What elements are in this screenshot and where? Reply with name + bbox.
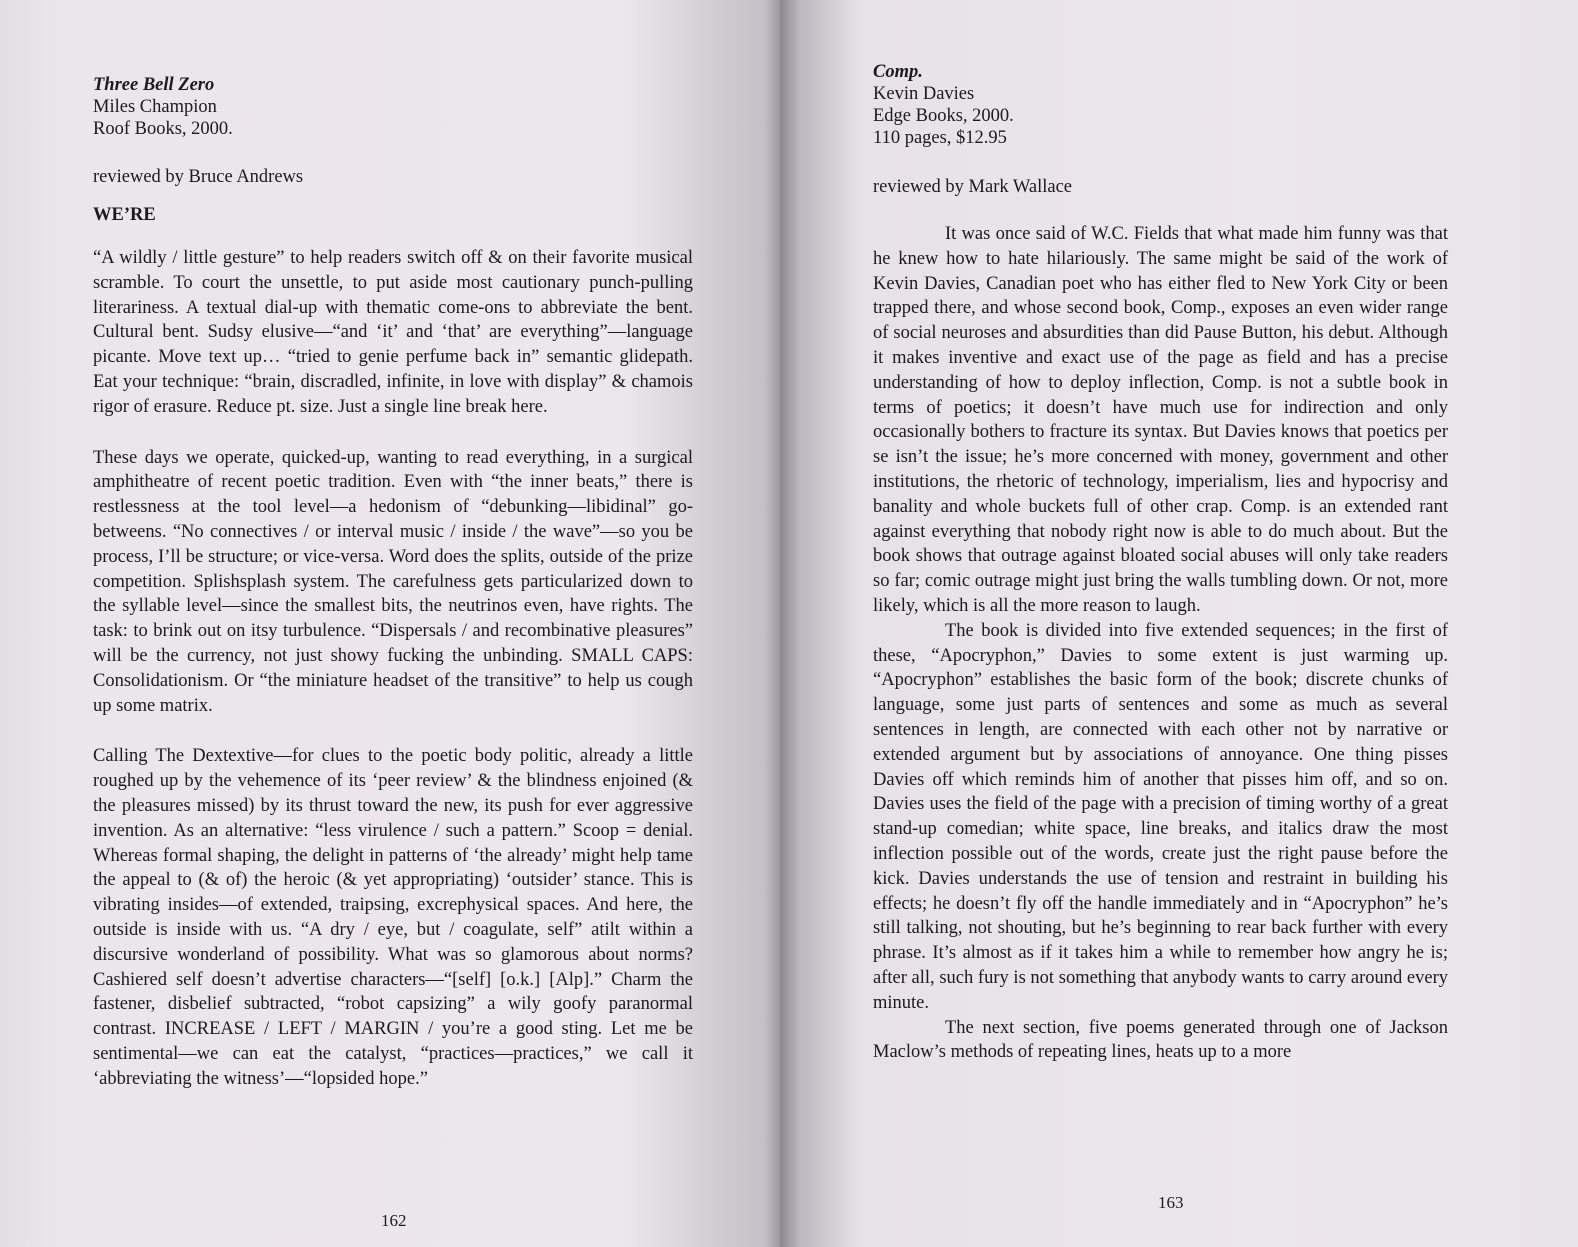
book-info [93,74,693,140]
page-number: 163 [1158,1193,1184,1212]
book-title: Three Bell Zero [93,75,215,95]
book-author: Kevin Davies [873,84,975,104]
review-heading: WE’RE [93,205,156,225]
book-title: Comp. [873,62,923,82]
book-price-pages: 110 pages, $12.95 [873,128,1007,148]
left-page [0,0,780,1247]
review-paragraph: Calling The Dextextive—for clues to the poetic body politic, already a little roughed up by the vehemence of its ‘peer review’ & the blindness enjoined (& the pleasures missed) by its thrust toward the new, its push for ever aggressive invention. As an alternative: “less virulence / such a pattern.” Scoop = denial. Whereas formal shaping, the delight in patterns of ‘the already’ might help tame the appeal to (& of) the heroic (& yet appropriating) ‘outsider’ stance. This is vibrating insides—of extended, traipsing, excrephysical spaces. And here, the outside is inside with us. “A dry / eye, but / coagulate, self” atilt within a discursive wonderland of possibility. What was so glamorous about norms? Cashiered self doesn’t advertise characters—“[self] [o.k.] [Alp].” Charm the fastener, disbelief subtracted, “robot capsizing” a wily goofy paranormal contrast. INCREASE / LEFT / MARGIN / you’re a good sting. Let me be sentimental—we can eat the catalyst, “practices—practices,” we call it ‘abbreviating the witness’—“lopsided hope.” [93,746,693,1089]
review-paragraph: “A wildly / little gesture” to help readers switch off & on their favorite musical scramble. To court the unsettle, to put aside most cautionary punch-pulling literariness. A textual dial-up with thematic come-ons to abbreviate the bent. Cultural bent. Sudsy elusive—“and ‘it’ and ‘that’ are everything”—language picante. Move text up… “tried to genie perfume back in” semantic glidepath. Eat your technique: “brain, discradled, infinite, in love with display” & chamois rigor of erasure. Reduce pt. size. Just a single line break here. [93,248,693,417]
book-publisher: Edge Books, 2000. [873,106,1014,126]
left-page-content [93,74,693,1092]
reviewer-line: reviewed by Bruce Andrews [93,167,304,187]
right-page [780,0,1578,1247]
right-page-content [873,61,1448,1065]
book-author: Miles Champion [93,97,217,117]
reviewer-line: reviewed by Mark Wallace [873,177,1073,197]
book-publisher: Roof Books, 2000. [93,119,233,139]
review-paragraph: The book is divided into five extended sequences; in the first of these, “Apocryphon,” Davies to some extent is just warming up. “Apocryphon” establishes the basic form of the book; discrete chunks of language, some just parts of sentences and some as much as several sentences in length, are connected with each other not by narrative or extended argument but by associations of annoyance. One thing pisses Davies off which reminds him of another that pisses him off, and so on. Davies uses the field of the page with a precision of timing worthy of a great stand-up comedian; white space, line breaks, and italics draw the most inflection possible out of the words, create just the right pause before the kick. Davies understands the use of tension and restraint in building his effects; he doesn’t fly off the handle immediately and in “Apocryphon” he’s still talking, not shouting, but he’s beginning to rear back further with every phrase. It’s almost as if it takes him a while to remember how angry he is; after all, such fury is not something that anybody wants to carry around every minute. [873,620,1448,1013]
review-paragraph: The next section, five poems generated through one of Jackson Maclow’s methods of repeating lines, heats up to a more [873,1017,1448,1063]
review-paragraph: These days we operate, quicked-up, wanting to read everything, in a surgical amphitheatre of recent poetic tradition. Even with “the inner beats,” there is restlessness at the tool level—a hedonism of “debunking—libidinal” go-betweens. “No connectives / or interval music / inside / the wave”—so you be process, I’ll be structure; or vice-versa. Word does the splits, outside of the prize competition. Splishsplash system. The carefulness gets particularized down to the syllable level—since the smallest bits, the neutrinos even, have rights. The task: to brink out on itsy turbulence. “Dispersals / and recombinative pleasures” will be the currency, not just showy fucking the unbinding. SMALL CAPS: Consolidationism. Or “the miniature headset of the transitive” to help us cough up some matrix. [93,447,693,716]
review-paragraph: It was once said of W.C. Fields that what made him funny was that he knew how to hate hilariously. The same might be said of the work of Kevin Davies, Canadian poet who has either fled to New York City or been trapped there, and whose second book, Comp., exposes an even wider range of social neuroses and absurdities than did Pause Button, his debut. Although it makes inventive and exact use of the page as field and has a precise understanding of how to deploy inflection, Comp. is not a subtle book in terms of poetics; it doesn’t have much use for indirection and only occasionally bothers to fracture its syntax. But Davies knows that poetics per se isn’t the issue; he’s more concerned with money, government and other institutions, the rhetoric of technology, imperialism, lies and hypocrisy and banality and whole buckets full of other crap. Comp. is an extended rant against everything that nobody right now is able to do much about. But the book shows that outrage against bloated social abuses will only take readers so far; comic outrage might just bring the walls tumbling down. Or not, more likely, which is all the more reason to laugh. [873,224,1448,616]
page-number: 162 [381,1211,407,1230]
book-info [873,61,1448,149]
